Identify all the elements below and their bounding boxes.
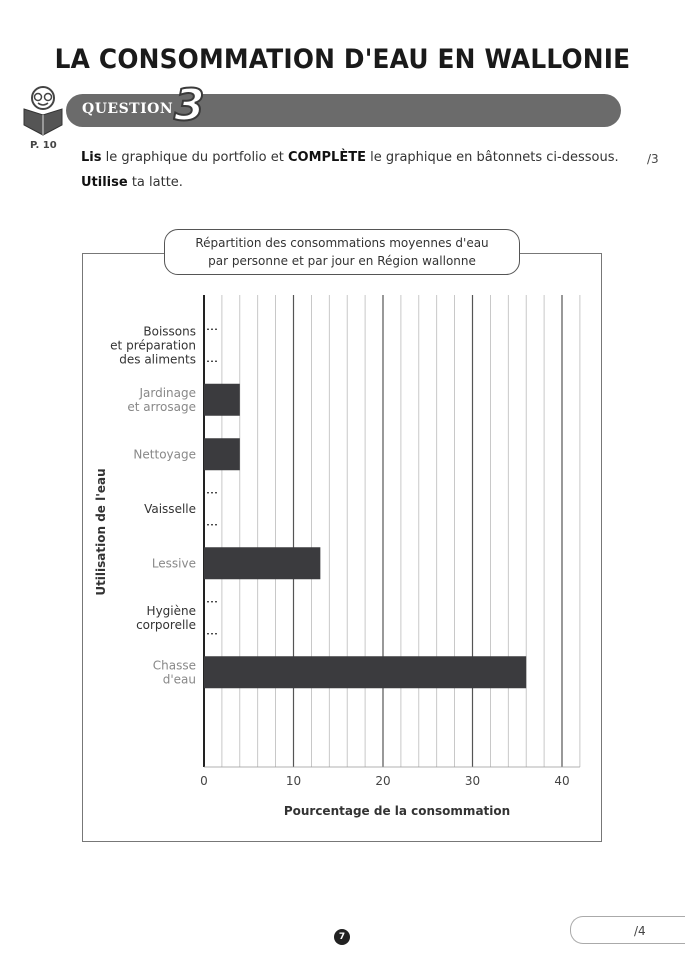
instruction-verb-lis: Lis [81,150,102,165]
category-label: et arrosage [127,399,196,414]
category-label: et préparation [110,338,196,353]
chart-title-line-2: par personne et par jour en Région wallonne [208,254,476,268]
x-tick-label: 10 [285,774,302,788]
x-tick-label: 20 [375,774,391,788]
score-total: /4 [634,924,646,938]
question-number: 3 [174,80,205,131]
instruction-text-1: le graphique du portfolio et [101,150,288,165]
x-tick-label: 30 [464,774,481,788]
page-title: LA CONSOMMATION D'EAU EN WALLONIE [54,44,631,75]
bar [204,656,526,688]
x-tick-label: 40 [554,774,570,788]
y-axis-label: Utilisation de l'eau [94,468,108,596]
x-tick-label: 0 [200,774,208,788]
category-label: d'eau [162,672,196,687]
x-axis-label: Pourcentage de la consommation [283,804,511,818]
bar [204,438,240,470]
category-label: Nettoyage [133,447,196,462]
category-label: Vaisselle [144,501,196,516]
question-label: QUESTION [82,101,174,117]
category-label: Boissons [143,324,196,339]
score-question: /3 [647,152,659,166]
page-number: 7 [334,929,350,945]
category-label: Chasse [152,658,196,673]
bar [204,384,240,416]
instruction-text-3: ta latte. [127,175,183,190]
chart-title-line-1: Répartition des consommations moyennes d'eau [195,236,489,250]
instruction-verb-complete: COMPLÈTE [288,150,366,165]
instruction-verb-utilise: Utilise [81,175,128,190]
category-label: Hygiène [146,603,196,618]
score-box [570,916,685,944]
category-label: Jardinage [139,385,196,400]
bar [204,547,320,579]
category-label: Lessive [151,556,196,571]
category-label: corporelle [136,617,196,632]
instruction-text-2: le graphique en bâtonnets ci-dessous. [365,150,619,165]
portfolio-page-ref: P. 10 [30,140,57,151]
category-label: des aliments [119,352,196,367]
